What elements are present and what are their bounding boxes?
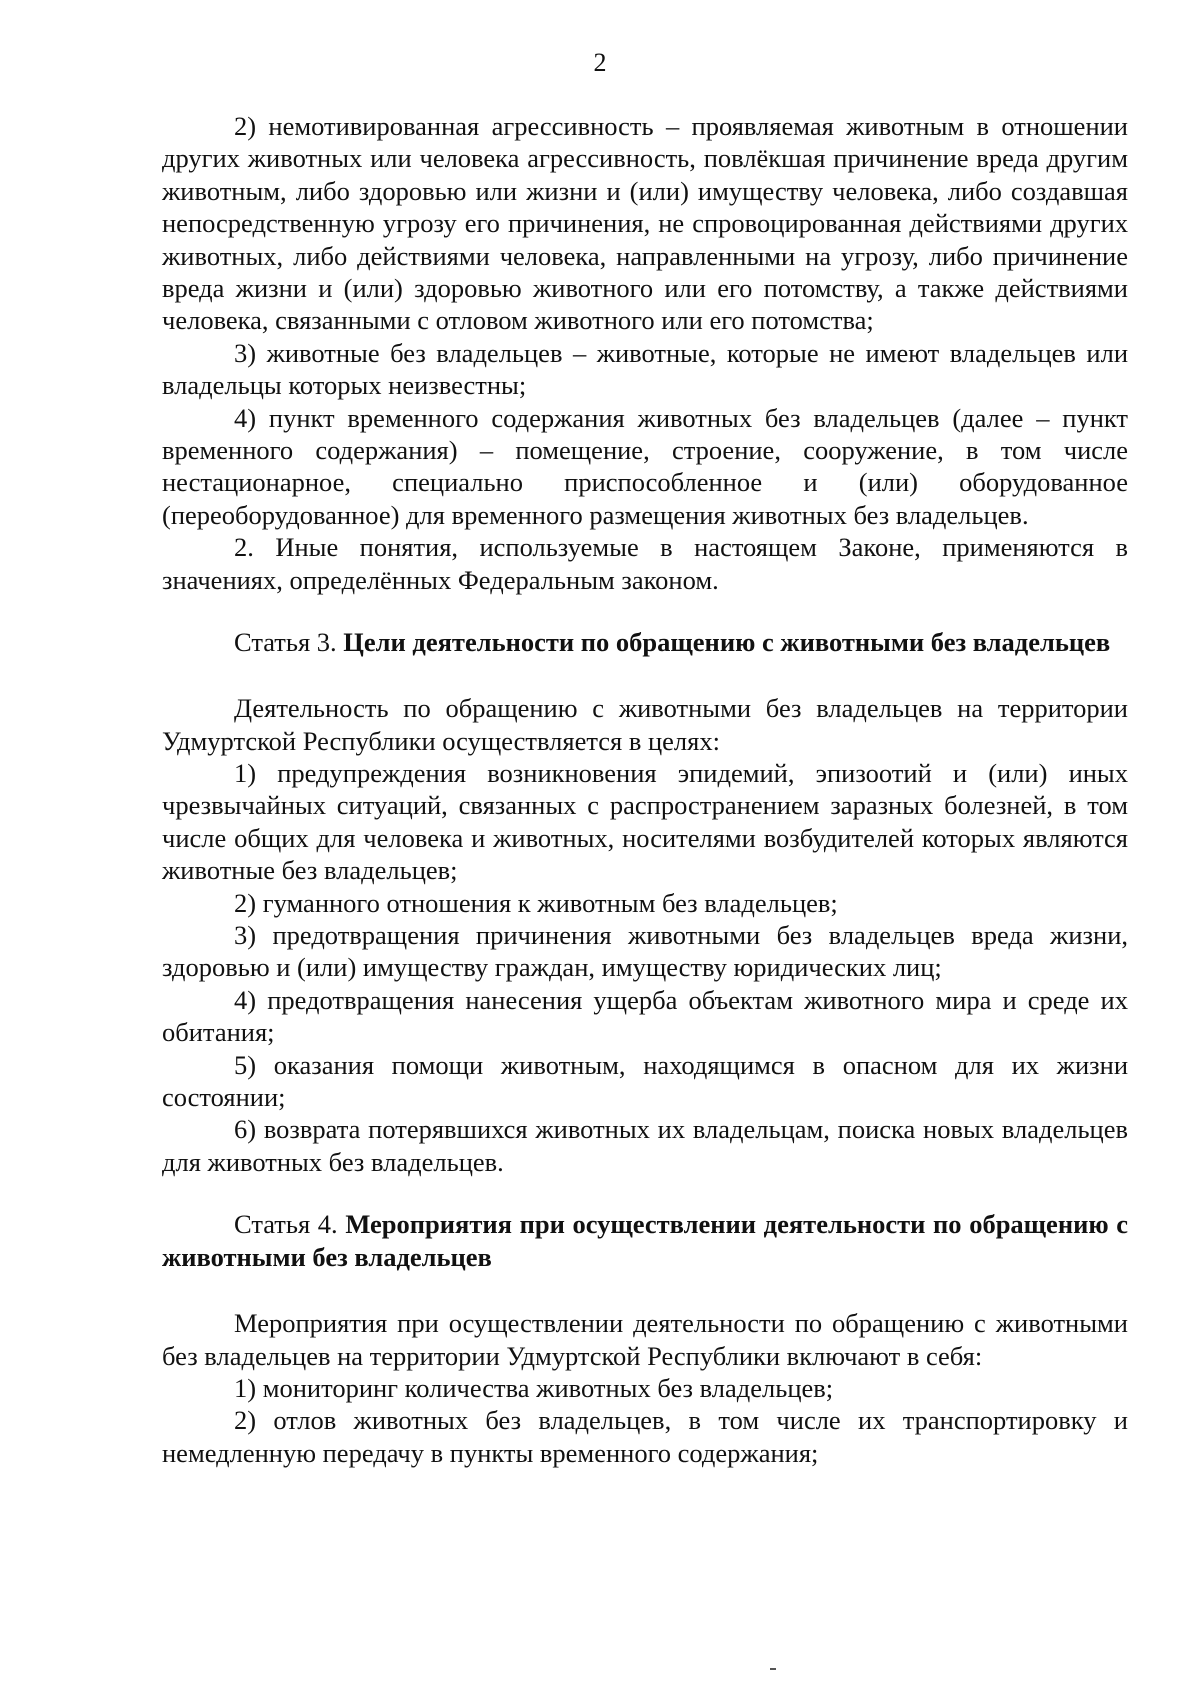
document-body [162,110,1128,1469]
paragraph: 1) предупреждения возникновения эпидемий, эпизоотий и (или) иных чрезвычайных ситуаций, связанных с распространением заразных болезней, в том числе общих для человека и животных, носителями возбудителей которых являются животные без владельцев; [162,757,1128,886]
paragraph: 5) оказания помощи животным, находящимся в опасном для их жизни состоянии; [162,1049,1128,1112]
paragraph: 3) животные без владельцев – животные, которые не имеют владельцев или владельцы которых неизвестны; [162,337,1128,401]
paragraph: 2. Иные понятия, используемые в настоящем Законе, применяются в значениях, определённых Федеральным законом. [162,532,1128,595]
paragraph: 1) мониторинг количества животных без владельцев; [234,1373,834,1403]
article-4-title: Мероприятия при осуществлении деятельности по обращению с животными без владельцев [162,1209,1128,1273]
paragraph: 6) возврата потерявшихся животных их владельцам, поиска новых владельцев для животных без владельцев. [162,1114,1128,1177]
paragraph: 4) предотвращения нанесения ущерба объектам животного мира и среде их обитания; [162,984,1128,1048]
paragraph: 3) предотвращения причинения животными без владельцев вреда жизни, здоровью и (или) имуществу граждан, имуществу юридических лиц; [162,919,1128,983]
paragraph: Деятельность по обращению с животными без владельцев на территории Удмуртской Республики осуществляется в целях: [162,693,1128,756]
article-3-title: Цели деятельности по обращению с животными без владельцев [343,627,1111,658]
page-number: 2 [593,48,607,77]
paragraph: 2) гуманного отношения к животным без владельцев; [234,887,838,918]
article-3-label: Статья 3. [234,627,337,658]
article-4-heading [162,1208,1128,1274]
scan-artifact [770,1668,776,1670]
paragraph: 4) пункт временного содержания животных без владельцев (далее – пункт временного содержания) – помещение, строение, сооружение, в том числе нестационарное, специально приспособленное и (или) оборудованное (переоборудованное) для временного размещения животных без владельцев. [162,402,1128,530]
paragraph: 2) отлов животных без владельцев, в том числе их транспортировку и немедленную передачу в пункты временного содержания; [162,1405,1128,1468]
article-3-heading [162,626,1128,659]
article-4-label: Статья 4. [234,1209,338,1240]
paragraph: Мероприятия при осуществлении деятельности по обращению с животными без владельцев на территории Удмуртской Республики включают в себя: [162,1308,1128,1371]
paragraph: 2) немотивированная агрессивность – проявляемая животным в отношении других животных или человека агрессивность, повлёкшая причинение вреда другим животным, либо здоровью или жизни и (или) имуществу человека, либо создавшая непосредственную угрозу его причинения, не спровоцированная действиями других животных, либо действиями человека, направленными на угрозу, либо причинение вреда жизни и (или) здоровью животного или его потомству, а также действиями человека, связанными с отловом животного или его потомства; [162,111,1128,336]
